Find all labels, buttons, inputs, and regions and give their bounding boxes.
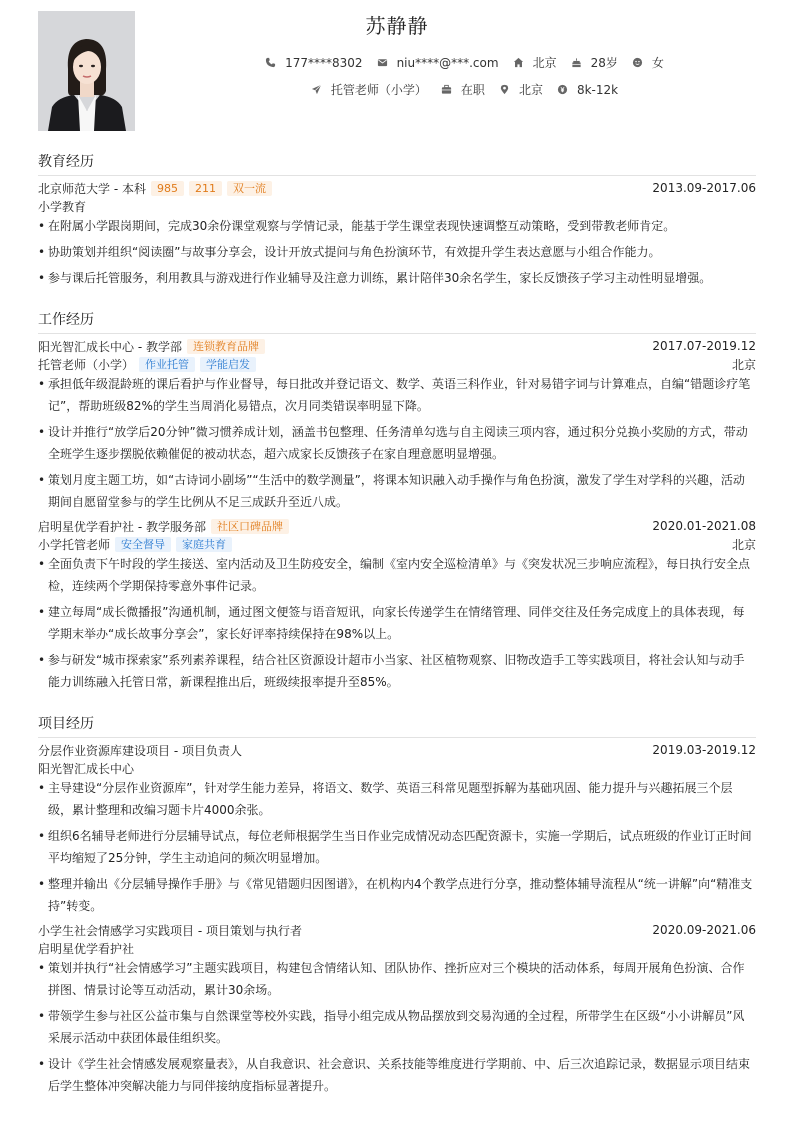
school-tag: 211 [189, 181, 222, 196]
project-org: 阳光智汇成长中心 [38, 762, 135, 776]
work-section-title: 工作经历 [38, 309, 756, 334]
company-name: 阳光智汇成长中心 - 教学部 [38, 339, 182, 354]
status-text: 在职 [460, 83, 485, 97]
project-header [38, 922, 756, 938]
job-bullet: • 策划月度主题工坊，如“古诗词小剧场”“生活中的数学测量”，将课本知识融入动手操作与角色扮演，激发了学生对学科的兴趣，活动期间自愿留堂参与的学生比例从不足三成跃升至近八成。 [38, 469, 754, 513]
gender-item [632, 54, 664, 71]
salary-text: 8k-12k [576, 82, 619, 97]
person-icon [632, 57, 643, 68]
age-text: 28岁 [590, 56, 618, 70]
job-date: 2017.07-2019.12 [652, 339, 756, 353]
email-text: niu****@***.com [396, 55, 499, 70]
education-major: 小学教育 [38, 200, 87, 214]
contact-info-row [135, 54, 794, 71]
briefcase-icon [441, 84, 452, 95]
status-item [441, 81, 485, 98]
location-text: 北京 [532, 56, 557, 70]
project-bullet: • 设计《学生社会情感发展观察量表》，从自我意识、社会意识、关系技能等维度进行学期前、中、后三次追踪记录，数据显示项目结束后学生整体冲突解决能力与同伴接纳度指标显著提升。 [38, 1053, 754, 1097]
company-name: 启明星优学看护社 - 教学服务部 [38, 519, 206, 534]
age-item [571, 54, 618, 71]
phone-icon [265, 57, 276, 68]
education-section-title: 教育经历 [38, 151, 756, 176]
project-name: 分层作业资源库建设项目 - 项目负责人 [38, 743, 242, 758]
send-icon [311, 84, 322, 95]
resume-name: 苏静静 [365, 14, 429, 38]
city-item [499, 81, 543, 98]
education-bullet: • 在附属小学跟岗期间，完成30余份课堂观察与学情记录，能基于学生课堂表现快速调整互动策略，受到带教老师肯定。 [38, 215, 754, 237]
home-icon [513, 57, 524, 68]
job-bullet: • 全面负责下午时段的学生接送、室内活动及卫生防疫安全，编制《室内安全巡检清单》与《突发状况三步响应流程》，每日执行安全点检，连续两个学期保持零意外事件记录。 [38, 553, 754, 597]
project-bullet: • 主导建设“分层作业资源库”，针对学生能力差异，将语文、数学、英语三科常见题型拆解为基础巩固、能力提升与兴趣拓展三个层级，累计整理和改编习题卡片4000余张。 [38, 777, 754, 821]
job-role: 托管老师（小学） [38, 357, 135, 372]
project-section-title: 项目经历 [38, 713, 756, 738]
education-header [38, 180, 756, 196]
role-tag: 作业托管 [139, 357, 195, 372]
job-role-row [38, 356, 756, 372]
role-tag: 安全督导 [115, 537, 171, 552]
job-bullet: • 设计并推行“放学后20分钟”微习惯养成计划，涵盖书包整理、任务清单勾选与自主阅读三项内容，通过积分兑换小奖励的方式，带动全班学生逐步摆脱依赖催促的被动状态，超六成家长反馈孩子在家自理意愿明显增强。 [38, 421, 754, 465]
job-bullet: • 参与研发“城市探索家”系列素养课程，结合社区资源设计超市小当家、社区植物观察、旧物改造手工等实践项目，将社会认知与动手能力训练融入托管日常，新课程推出后，班级续报率提升至85%。 [38, 649, 754, 693]
money-icon [557, 84, 568, 95]
position-item [311, 81, 427, 98]
education-bullet: • 协助策划并组织“阅读圈”与故事分享会，设计开放式提问与角色扮演环节，有效提升学生表达意愿与小组合作能力。 [38, 241, 754, 263]
location-item [513, 54, 557, 71]
city-text: 北京 [518, 83, 543, 97]
role-tag: 学能启发 [200, 357, 256, 372]
phone-item [265, 56, 362, 70]
position-text: 托管老师（小学） [330, 83, 427, 97]
school-tag: 双一流 [227, 181, 272, 196]
job-city: 北京 [731, 537, 756, 552]
project-bullet: • 带领学生参与社区公益市集与自然课堂等校外实践，指导小组完成从物品摆放到交易沟通的全过程，所带学生在区级“小小讲解员”风采展示活动中获团体最佳组织奖。 [38, 1005, 754, 1049]
job-intent-row [135, 81, 794, 98]
job-date: 2020.01-2021.08 [652, 519, 756, 533]
job-bullet: • 建立每周“成长微播报”沟通机制，通过图文便签与语音短讯，向家长传递学生在情绪管理、同伴交往及任务完成度上的具体表现，每学期末举办“成长故事分享会”，家长好评率持续保持在98%以上。 [38, 601, 754, 645]
job-role: 小学托管老师 [38, 537, 111, 552]
company-tag: 连锁教育品牌 [187, 339, 265, 354]
education-bullet: • 参与课后托管服务，利用教具与游戏进行作业辅导及注意力训练，累计陪伴30余名学生，家长反馈孩子学习主动性明显增强。 [38, 267, 754, 289]
cake-icon [571, 57, 582, 68]
job-bullet: • 承担低年级混龄班的课后看护与作业督导，每日批改并登记语文、数学、英语三科作业，针对易错字词与计算难点，自编“错题诊疗笔记”，帮助班级82%的学生当周消化易错点，次月同类错误率明显下降。 [38, 373, 754, 417]
project-name: 小学生社会情感学习实践项目 - 项目策划与执行者 [38, 923, 302, 938]
phone-text: 177****8302 [285, 55, 363, 70]
job-header [38, 518, 756, 534]
project-org: 启明星优学看护社 [38, 942, 135, 956]
gender-text: 女 [651, 56, 664, 70]
education-date: 2013.09-2017.06 [652, 181, 756, 195]
salary-item [557, 83, 618, 97]
email-item [377, 56, 499, 70]
project-date: 2019.03-2019.12 [652, 743, 756, 757]
job-role-row [38, 536, 756, 552]
mail-icon [377, 57, 388, 68]
project-bullet: • 组织6名辅导老师进行分层辅导试点，每位老师根据学生当日作业完成情况动态匹配资源卡，实施一学期后，试点班级的作业订正时间平均缩短了25分钟，学生主动追问的频次明显增加。 [38, 825, 754, 869]
job-header [38, 338, 756, 354]
project-header [38, 742, 756, 758]
job-city: 北京 [731, 357, 756, 372]
project-bullet: • 整理并输出《分层辅导操作手册》与《常见错题归因图谱》，在机构内4个教学点进行分享，推动整体辅导流程从“统一讲解”向“精准支持”转变。 [38, 873, 754, 917]
school-name: 北京师范大学 - 本科 [38, 181, 146, 196]
project-date: 2020.09-2021.06 [652, 923, 756, 937]
pin-icon [499, 84, 510, 95]
role-tag: 家庭共育 [176, 537, 232, 552]
school-tag: 985 [151, 181, 184, 196]
company-tag: 社区口碑品牌 [211, 519, 289, 534]
project-bullet: • 策划并执行“社会情感学习”主题实践项目，构建包含情绪认知、团队协作、挫折应对三个模块的活动体系，每周开展角色扮演、合作拼图、情景讨论等互动活动，累计30余场。 [38, 957, 754, 1001]
